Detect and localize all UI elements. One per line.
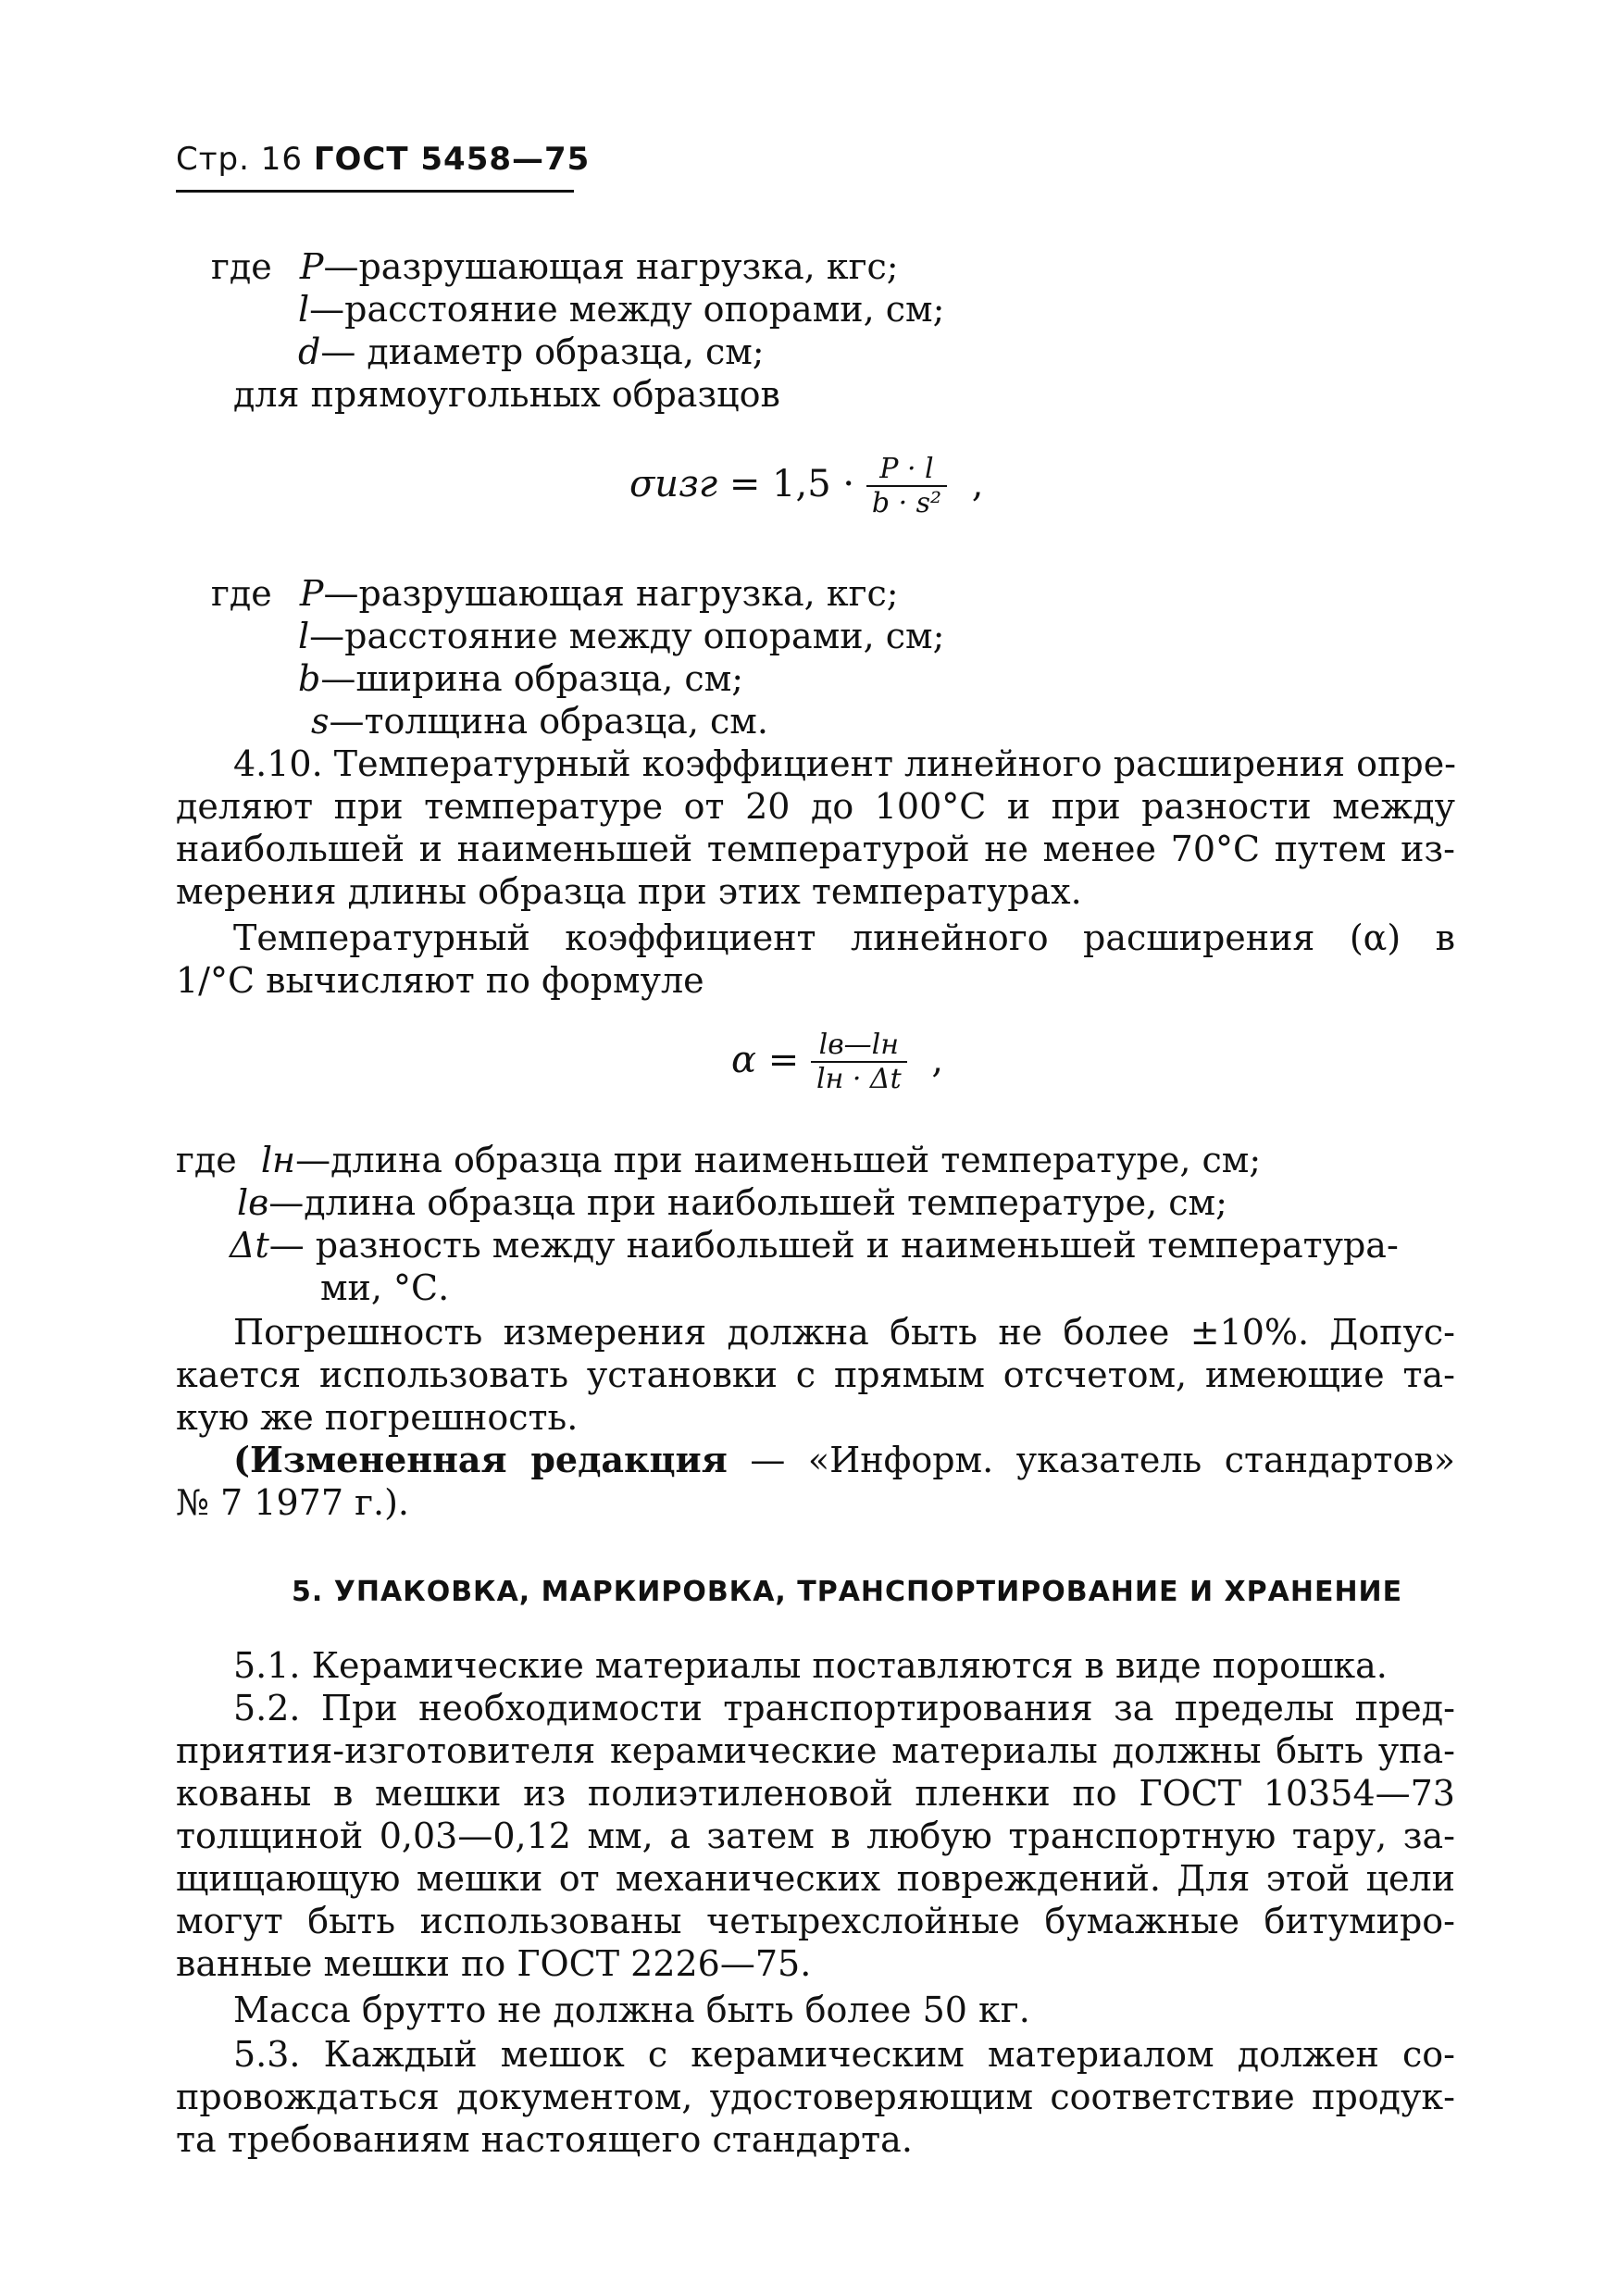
paragraph-line: щищающую мешки от механических повреждений. Для этой цели <box>176 1858 1455 1899</box>
symbol: P <box>299 246 324 287</box>
section-heading: 5. УПАКОВКА, МАРКИРОВКА, ТРАНСПОРТИРОВАНИЕ И ХРАНЕНИЕ <box>292 1576 1403 1608</box>
definition-line <box>298 657 743 700</box>
formula-expansion-coefficient <box>731 1029 943 1096</box>
symbol: l <box>298 289 310 330</box>
paragraph-line: Погрешность измерения должна быть не более ±10%. Допус- <box>233 1312 1455 1353</box>
fraction-numerator: P · l <box>866 454 947 487</box>
paragraph-line: 5.1. Керамические материалы поставляются в виде порошка. <box>233 1645 1388 1686</box>
paragraph-line: мерения длины образца при этих температурах. <box>176 871 1082 912</box>
definition: —расстояние между опорами, см; <box>309 616 945 656</box>
paragraph-line: кается использовать установки с прямым отсчетом, имеющие та- <box>176 1354 1455 1395</box>
definition-line <box>230 1224 1399 1267</box>
definition-line: ми, °С. <box>320 1267 450 1308</box>
paragraph-line: та требованиям настоящего стандарта. <box>176 2119 913 2160</box>
formula-comma: , <box>971 463 984 505</box>
text-line: для прямоугольных образцов <box>233 374 780 415</box>
where-line <box>176 1139 1261 1181</box>
paragraph-line: кованы в мешки из полиэтиленовой пленки по ГОСТ 10354—73 <box>176 1773 1455 1814</box>
definition: —ширина образца, см; <box>320 658 744 699</box>
symbol: l <box>298 616 310 656</box>
definition-line <box>298 615 944 657</box>
fraction <box>866 454 947 520</box>
formula-bending-stress <box>629 454 984 520</box>
paragraph-line: Температурный коэффициент линейного расширения (α) в <box>233 917 1455 958</box>
amendment-label: (Измененная редакция <box>233 1439 728 1480</box>
fraction-denominator: lн · Δt <box>816 1063 902 1095</box>
fraction <box>811 1029 907 1096</box>
formula-coef: = 1,5 · <box>729 463 855 505</box>
where-word: где <box>211 246 272 287</box>
formula-lhs: α = <box>731 1039 800 1081</box>
definition: —разрушающая нагрузка, кгс; <box>323 573 899 614</box>
paragraph-line: наибольшей и наименьшей температурой не менее 70°С путем из- <box>176 829 1455 869</box>
formula-comma: , <box>931 1039 944 1081</box>
standard-number: ГОСТ 5458—75 <box>313 141 591 178</box>
definition: —толщина образца, см. <box>329 701 768 742</box>
where-word: где <box>211 573 272 614</box>
definition-line <box>298 288 944 331</box>
definition: —длина образца при наибольшей температуре, см; <box>268 1182 1227 1223</box>
paragraph-line: 1/°С вычисляют по формуле <box>176 960 704 1001</box>
paragraph-line: приятия-изготовителя керамические материалы должны быть упа- <box>176 1730 1455 1771</box>
paragraph-line: 4.10. Температурный коэффициент линейного расширения опре- <box>233 743 1457 784</box>
header-rule <box>176 190 574 193</box>
symbol: lн <box>260 1140 296 1180</box>
amendment-line: № 7 1977 г.). <box>176 1482 409 1523</box>
symbol: P <box>299 573 324 614</box>
where-word: где <box>176 1140 237 1180</box>
paragraph-line: ванные мешки по ГОСТ 2226—75. <box>176 1943 812 1984</box>
definition: — разность между наибольшей и наименьшей температура- <box>268 1225 1399 1266</box>
paragraph-line: 5.3. Каждый мешок с керамическим материалом должен со- <box>233 2034 1455 2075</box>
paragraph-line: могут быть использованы четырехслойные бумажные битумиро- <box>176 1901 1455 1941</box>
paragraph-line: провождаться документом, удостоверяющим соответствие продук- <box>176 2077 1455 2117</box>
symbol: Δt <box>230 1225 269 1266</box>
paragraph-line: Масса брутто не должна быть более 50 кг. <box>233 1990 1030 2030</box>
formula-lhs: σизг <box>629 463 718 505</box>
definition-line <box>298 331 765 373</box>
amendment-line <box>233 1439 1455 1481</box>
definition: —длина образца при наименьшей температуре, см; <box>295 1140 1262 1180</box>
fraction-numerator: lв—lн <box>811 1029 907 1063</box>
paragraph-line: деляют при температуре от 20 до 100°С и при разности между <box>176 786 1455 827</box>
page-header <box>176 141 590 178</box>
where-line <box>211 572 899 615</box>
definition: —расстояние между опорами, см; <box>309 289 945 330</box>
definition-line <box>237 1181 1227 1224</box>
symbol: s <box>311 701 330 742</box>
amendment-source: — «Информ. указатель стандартов» <box>750 1440 1455 1480</box>
symbol: b <box>298 658 321 699</box>
definition-line <box>311 700 768 742</box>
definition: —разрушающая нагрузка, кгс; <box>323 246 899 287</box>
fraction-denominator: b · s² <box>871 487 942 519</box>
where-line <box>211 245 899 288</box>
paragraph-line: кую же погрешность. <box>176 1397 579 1438</box>
symbol: lв <box>237 1182 269 1223</box>
definition: — диаметр образца, см; <box>320 331 765 372</box>
symbol: d <box>298 331 321 372</box>
page-number: Стр. 16 <box>176 141 304 178</box>
paragraph-line: 5.2. При необходимости транспортирования за пределы пред- <box>233 1688 1455 1728</box>
paragraph-line: толщиной 0,03—0,12 мм, а затем в любую транспортную тару, за- <box>176 1816 1455 1856</box>
